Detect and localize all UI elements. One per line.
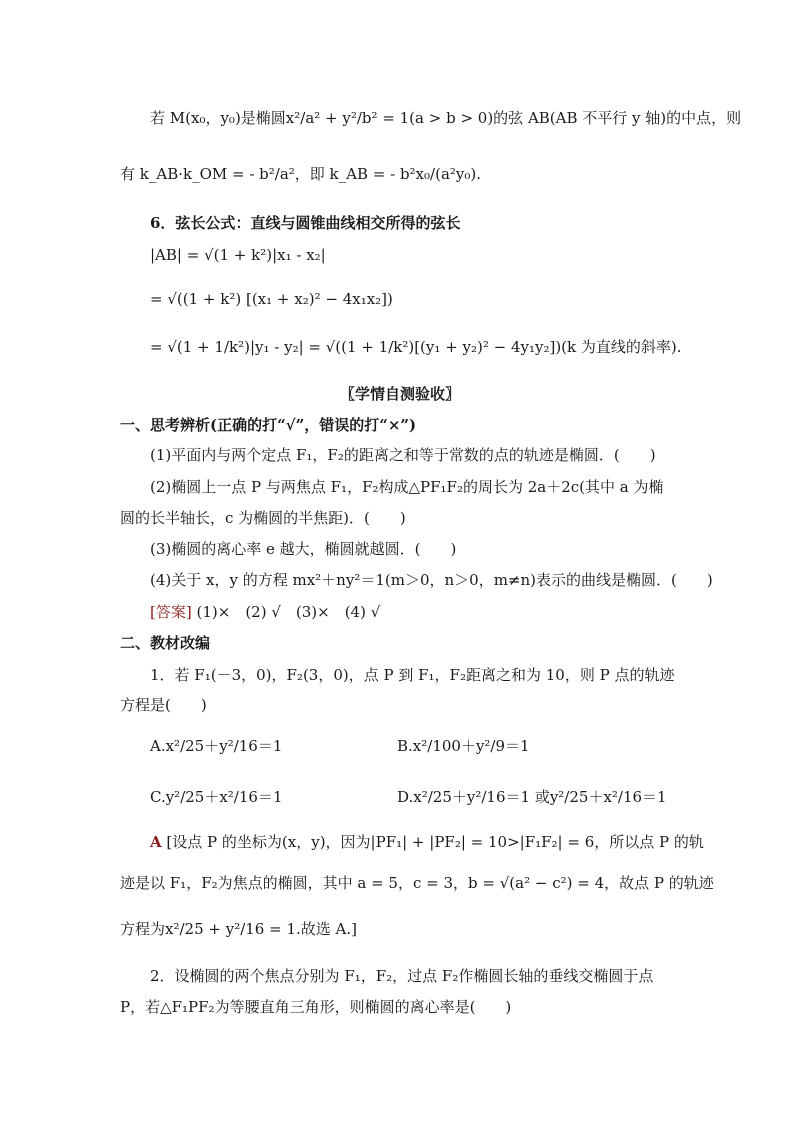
chord-formula-3: = √(1 + 1/k²)|y₁ - y₂| = √((1 + 1/k²)[(y₁ + y₂)² − 4y₁y₂])(k 为直线的斜率). xyxy=(150,338,682,356)
problem1-stem-2: 方程是( ) xyxy=(120,696,207,714)
problem2-stem-1: 2．设椭圆的两个焦点分别为 F₁，F₂，过点 F₂作椭圆长轴的垂线交椭圆于点 xyxy=(150,967,654,985)
chord-length-title: 6．弦长公式：直线与圆锥曲线相交所得的弦长 xyxy=(150,214,461,232)
question-4: (4)关于 x，y 的方程 mx²＋ny²＝1(m＞0，n＞0，m≠n)表示的曲线是椭圆．( ) xyxy=(150,571,713,589)
solution-answer-letter: A xyxy=(150,833,162,851)
problem1-solution-1 xyxy=(150,831,704,853)
question-2-line-2: 圆的长半轴长，c 为椭圆的半焦距)．( ) xyxy=(120,509,406,527)
problem1-option-c[interactable]: C.y²/25＋x²/16＝1 xyxy=(150,788,283,806)
question-3: (3)椭圆的离心率 e 越大，椭圆就越圆．( ) xyxy=(150,540,457,558)
midpoint-line-1: 若 M(x₀，y₀)是椭圆x²/a² + y²/b² = 1(a > b > 0)的弦 AB(AB 不平行 y 轴)的中点，则 xyxy=(150,109,742,127)
answer-text: (1)× (2) √ (3)× (4) √ xyxy=(196,603,381,621)
solution-text-1: [设点 P 的坐标为(x，y)，因为|PF₁| + |PF₂| = 10>|F₁F₂| = 6，所以点 P 的轨 xyxy=(166,833,704,851)
problem2-stem-2: P，若△F₁PF₂为等腰直角三角形，则椭圆的离心率是( ) xyxy=(120,998,512,1016)
midpoint-line-2: 有 k_AB·k_OM = - b²/a²，即 k_AB = - b²x₀/(a²y₀). xyxy=(120,165,482,183)
part1-title: 一、思考辨析(正确的打“√”，错误的打“×”) xyxy=(120,416,417,434)
question-2-line-1: (2)椭圆上一点 P 与两焦点 F₁，F₂构成△PF₁F₂的周长为 2a＋2c(其中 a 为椭 xyxy=(150,478,664,496)
chord-formula-1: |AB| = √(1 + k²)|x₁ - x₂| xyxy=(150,246,326,264)
question-1: (1)平面内与两个定点 F₁，F₂的距离之和等于常数的点的轨迹是椭圆．( ) xyxy=(150,446,656,464)
section-banner: 〖学情自测验收〗 xyxy=(339,385,460,403)
problem1-stem-1: 1．若 F₁(－3，0)，F₂(3，0)，点 P 到 F₁，F₂距离之和为 10，则 P 点的轨迹 xyxy=(150,666,675,684)
problem1-option-b[interactable]: B.x²/100＋y²/9＝1 xyxy=(397,737,530,755)
problem1-solution-3: 方程为x²/25 + y²/16 = 1.故选 A.] xyxy=(120,920,357,938)
problem1-option-a[interactable]: A.x²/25＋y²/16＝1 xyxy=(150,737,283,755)
chord-formula-2: = √((1 + k²) [(x₁ + x₂)² − 4x₁x₂]) xyxy=(150,290,393,308)
answer-label: [答案] xyxy=(150,603,192,621)
part2-title: 二、教材改编 xyxy=(120,634,211,652)
answer-line xyxy=(150,601,680,623)
problem1-solution-2: 迹是以 F₁，F₂为焦点的椭圆，其中 a = 5，c = 3，b = √(a² − c²) = 4，故点 P 的轨迹 xyxy=(120,874,714,892)
problem1-option-d[interactable]: D.x²/25＋y²/16＝1 或y²/25＋x²/16＝1 xyxy=(397,788,667,806)
